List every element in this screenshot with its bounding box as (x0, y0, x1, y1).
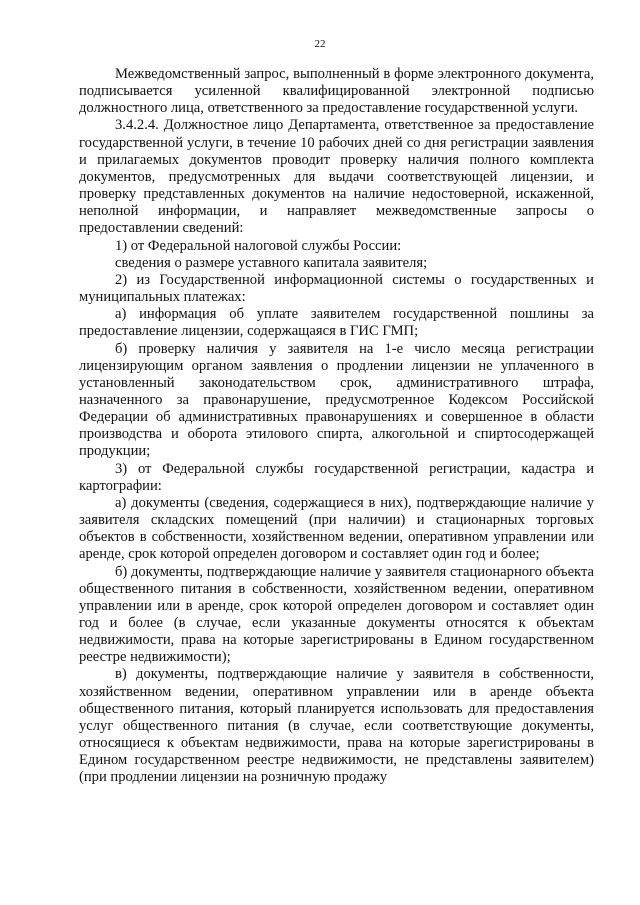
paragraph-item-2-gis: 2) из Государственной информационной системы о государственных и муниципальных платежах: (79, 271, 594, 306)
paragraph-interagency-request-signature: Межведомственный запрос, выполненный в форме электронного документа, подписывается усиленной квалифицированной электронной подписью должностного лица, ответственного за предоставление государственной услуги. (79, 66, 594, 117)
paragraph-item-2a-duty: а) информация об уплате заявителем государственной пошлины за предоставление лицензии, содержащаяся в ГИС ГМП; (79, 306, 594, 340)
body-text (79, 66, 594, 787)
paragraph-item-3a-documents: а) документы (сведения, содержащиеся в них), подтверждающие наличие у заявителя складских помещений (при наличии) и стационарных торговых объектов в собственности, хозяйственном ведении, оперативном управлении или аренде, срок которой определен договором и составляет один год и более; (79, 494, 594, 563)
paragraph-charter-capital: сведения о размере уставного капитала заявителя; (115, 254, 428, 271)
paragraph-3-4-2-4: 3.4.2.4. Должностное лицо Департамента, ответственное за предоставление государственной услуги, в течение 10 рабочих дней со дня регистрации заявления и прилагаемых документов проводит проверку наличия полного комплекта документов, предусмотренных для выдачи соответствующей лицензии, и проверку представленных документов на наличие недостоверной, искаженной, неполной информации, и направляет межведомственные запросы о предоставлении сведений: (79, 117, 594, 237)
paragraph-item-2b-fine: б) проверку наличия у заявителя на 1-е число месяца регистрации лицензирующим органом заявления о продлении лицензии не уплаченного в установленный законодательством срок, административного штрафа, назначенного за правонарушение, предусмотренное Кодексом Российской Федерации об административных правонарушениях и совершенное в области производства и оборота этилового спирта, алкогольной и спиртосодержащей продукции; (79, 340, 594, 460)
page-number: 22 (314, 38, 326, 50)
paragraph-item-3v-documents: в) документы, подтверждающие наличие у заявителя в собственности, хозяйственном ведении, оперативном управлении или в аренде объекта общественного питания, который планируется использовать для предоставления услуг общественного питания (в случае, если соответствующие документы, относящиеся к объектам недвижимости, права на которые зарегистрированы в Едином государственном реестре недвижимости, не представлены заявителем) (при продлении лицензии на розничную продажу (79, 666, 594, 786)
paragraph-item-1-tax-service: 1) от Федеральной налоговой службы России: (115, 237, 402, 254)
paragraph-item-3-rosreestr: 3) от Федеральной службы государственной регистрации, кадастра и картографии: (79, 460, 594, 494)
paragraph-item-3b-documents: б) документы, подтверждающие наличие у заявителя стационарного объекта общественного питания в собственности, хозяйственном ведении, оперативном управлении или в аренде, срок которой определен договором и составляет один год и более (в случае, если указанные документы относятся к объектам недвижимости, права на которые зарегистрированы в Едином государственном реестре недвижимости); (79, 563, 594, 666)
